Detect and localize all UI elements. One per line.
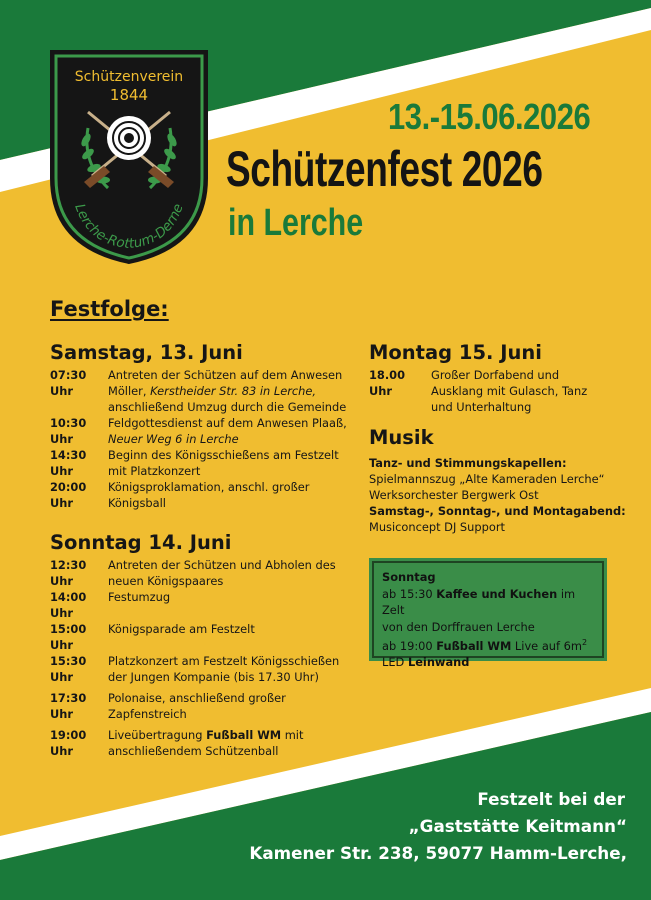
event-text: Antreten der Schützen auf dem Anwesen Möller, Kerstheider Str. 83 in Lerche, anschließend Umzug durch die Gemeinde	[108, 368, 347, 414]
event-text: Polonaise, anschließend großer Zapfenstreich	[108, 691, 286, 721]
target-icon	[107, 116, 151, 160]
box-line: ab 19:00 Fußball WM Live auf $6m^2$	[382, 638, 588, 653]
footer-line-1: Festzelt bei der	[477, 789, 625, 809]
event-text: Königsparade am Festzelt	[108, 622, 255, 636]
schedule-row	[50, 621, 350, 653]
event-text: Liveübertragung Fußball WM mit anschließendem Schützenball	[108, 728, 304, 758]
crest-top-text: Schützenverein	[74, 69, 184, 85]
box-line: ab 15:30 Kaffee und Kuchen im Zelt	[382, 586, 576, 617]
sunday-section	[50, 531, 350, 759]
event-time: 20:00 Uhr	[50, 480, 87, 510]
event-time: 17:30 Uhr	[50, 691, 87, 721]
club-crest-logo	[48, 48, 210, 266]
schedule-row	[50, 557, 350, 589]
schedule-row	[50, 367, 350, 415]
schedule-row	[369, 367, 614, 415]
schedule-row	[50, 653, 350, 685]
monday-heading: Montag 15. Juni	[369, 341, 542, 364]
box-line: LED Leinwand	[382, 655, 470, 670]
sunday-heading: Sonntag 14. Juni	[50, 531, 232, 554]
musik-subheading: Samstag-, Sonntag-, und Montagabend:	[369, 504, 626, 518]
event-text: Beginn des Königsschießens am Festzelt mit Platzkonzert	[108, 448, 339, 478]
event-time: 14:00 Uhr	[50, 590, 87, 620]
band-name: Spielmannszug „Alte Kameraden Lerche“	[369, 472, 605, 486]
event-time: 18.00 Uhr	[369, 368, 406, 398]
saturday-section	[50, 341, 350, 511]
crest-year: 1844	[109, 86, 149, 104]
event-time: 15:30 Uhr	[50, 654, 87, 684]
event-text: Königsproklamation, anschl. großer Königsball	[108, 480, 310, 510]
event-location: in Lerche	[228, 202, 364, 244]
musik-heading: Musik	[369, 426, 434, 449]
footer-address: Kamener Str. 238, 59077 Hamm-Lerche,	[249, 843, 627, 863]
event-text: Antreten der Schützen und Abholen des neuen Königspaares	[108, 558, 336, 588]
schedule-row	[50, 479, 350, 511]
box-line: von den Dorffrauen Lerche	[382, 619, 535, 634]
schedule-row	[50, 690, 350, 722]
event-time: 12:30 Uhr	[50, 558, 87, 588]
event-title: Schützenfest 2026	[226, 141, 543, 197]
festfolge-heading: Festfolge:	[50, 297, 169, 321]
sunday-info-box	[369, 558, 607, 670]
saturday-heading: Samstag, 13. Juni	[50, 341, 243, 364]
footer-line-2: „Gaststätte Keitmann“	[408, 816, 627, 836]
schedule-row	[50, 447, 350, 479]
event-time: 07:30 Uhr	[50, 368, 87, 398]
musik-subheading: Tanz- und Stimmungskapellen:	[369, 456, 567, 470]
dj-name: Musiconcept DJ Support	[369, 520, 505, 534]
event-time: 10:30 Uhr	[50, 416, 87, 446]
event-time: 19:00 Uhr	[50, 728, 87, 758]
schedule-row	[50, 415, 350, 447]
box-day: Sonntag	[382, 570, 436, 584]
monday-section	[369, 341, 614, 415]
crest-arc-text: Lerche-Rottum-Derne	[71, 201, 187, 253]
event-text: Großer Dorfabend und Ausklang mit Gulasch, Tanz und Unterhaltung	[431, 368, 588, 414]
event-text: Festumzug	[108, 590, 171, 604]
band-name: Werksorchester Bergwerk Ost	[369, 488, 539, 502]
event-time: 14:30 Uhr	[50, 448, 87, 478]
schedule-row	[50, 727, 350, 759]
schedule-row	[50, 589, 350, 621]
musik-section	[369, 426, 629, 535]
event-date: 13.-15.06.2026	[388, 96, 591, 137]
event-text: Platzkonzert am Festzelt Königsschießen der Jungen Kompanie (bis 17.30 Uhr)	[108, 654, 340, 684]
event-time: 15:00 Uhr	[50, 622, 87, 652]
event-text: Feldgottesdienst auf dem Anwesen Plaaß, Neuer Weg 6 in Lerche	[108, 416, 347, 446]
